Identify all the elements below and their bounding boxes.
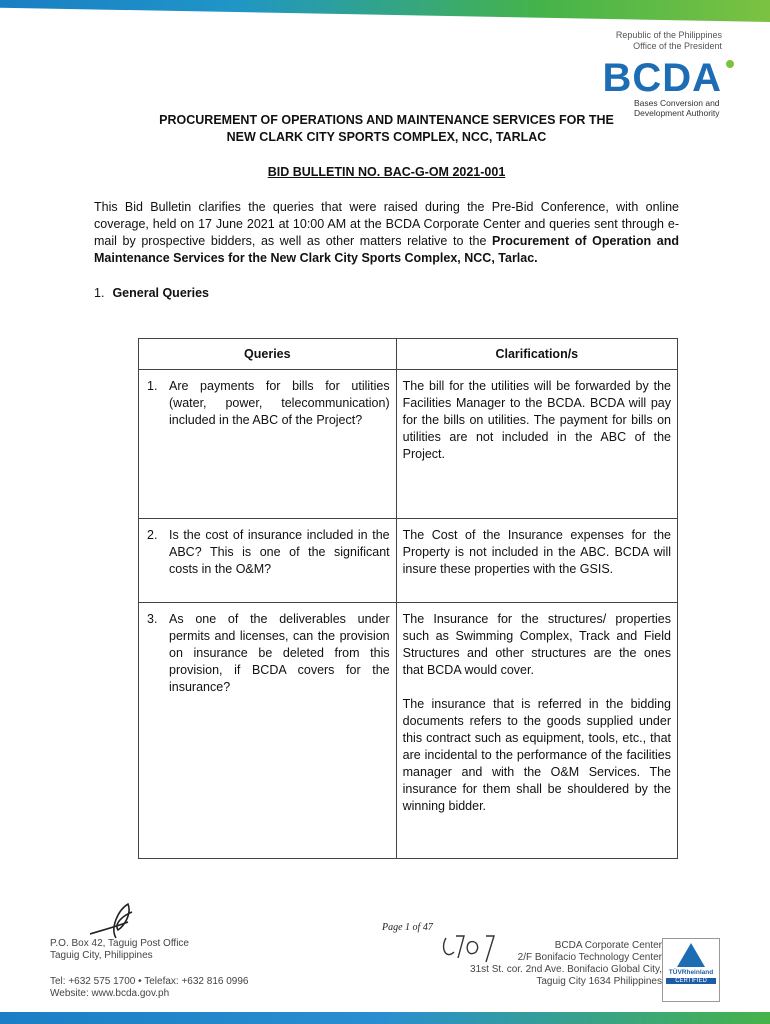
bcda-logo [602, 58, 722, 98]
bcda-logo-block [592, 30, 722, 118]
bulletin-number: BID BULLETIN NO. BAC-G-OM 2021-001 [267, 165, 506, 179]
header-queries: Queries [139, 339, 397, 370]
query-text: Is the cost of insurance included in the ABC? This is one of the significant costs in the O&M? [169, 528, 390, 576]
clarification-cell [396, 603, 677, 859]
signature-icon [88, 900, 148, 940]
footer-left-line-3: Tel: +632 575 1700 • Telefax: +632 816 0996 [50, 976, 249, 987]
clarification-text: The Cost of the Insurance expenses for the Property is not included in the ABC. BCDA will insure these properties with the GSIS. [402, 528, 671, 576]
title-line-1: PROCUREMENT OF OPERATIONS AND MAINTENANCE SERVICES FOR THE [159, 113, 614, 127]
table-row [139, 603, 678, 859]
queries-table [138, 338, 678, 859]
republic-line-2: Office of the President [633, 41, 722, 51]
table-header-row [139, 339, 678, 370]
page-number: Page 1 of 47 [382, 922, 433, 933]
footer-address-left [50, 938, 248, 1000]
footer-left-line-1: P.O. Box 42, Taguig Post Office [50, 938, 189, 949]
intro-bold-text: Procurement of Operation and Maintenance Services for the New Clark City Sports Complex, NCC, Tarlac. [94, 234, 679, 265]
cert-brand: TÜVRheinland [668, 969, 714, 976]
query-text: Are payments for bills for utilities (water, power, telecommunication) included in the ABC of the Project? [169, 379, 390, 427]
query-cell [139, 519, 397, 603]
footer-right-line-4: Taguig City 1634 Philippines [536, 976, 662, 987]
republic-line-1: Republic of the Philippines [615, 30, 722, 40]
section-title: General Queries [112, 286, 210, 300]
logo-dot-icon [726, 60, 734, 68]
table-row [139, 519, 678, 603]
intro-paragraph [94, 199, 679, 267]
query-text: As one of the deliverables under permits and licenses, can the provision on insurance be deleted from this provision, if BCDA covers for the insurance? [169, 612, 390, 694]
tagline-line-1: Bases Conversion and [634, 98, 720, 108]
bottom-color-band [0, 1012, 770, 1024]
title-line-2: NEW CLARK CITY SPORTS COMPLEX, NCC, TARLAC [226, 130, 547, 144]
footer-left-line-4: Website: www.bcda.gov.ph [50, 988, 170, 999]
query-cell [139, 370, 397, 519]
document-title [94, 112, 679, 146]
section-heading [94, 285, 679, 302]
footer-left-line-2: Taguig City, Philippines [50, 950, 153, 961]
cert-label: CERTIFIED [666, 978, 716, 984]
clarification-cell [396, 370, 677, 519]
footer-right-line-1: BCDA Corporate Center [554, 940, 662, 951]
query-number: 1. [147, 379, 158, 393]
query-cell [139, 603, 397, 859]
footer-right-line-2: 2/F Bonifacio Technology Center [517, 952, 662, 963]
query-number: 3. [147, 612, 158, 626]
tuv-certified-badge [662, 938, 720, 1002]
footer-right-line-3: 31st St. cor. 2nd Ave. Bonifacio Global City, [470, 964, 662, 975]
intro-text: This Bid Bulletin clarifies the queries that were raised during the Pre-Bid Conference, with online coverage, held on 17 June 2021 at 10:00 AM at the BCDA Corporate Center and queries sent through e-mail by prospective bidders, as well as other matters relative to the [94, 200, 679, 248]
clarification-text: The bill for the utilities will be forwarded by the Facilities Manager to the BCDA. BCDA will pay for the bills on utilities. The payment for bills on utilities are not included in the ABC of the Project. [402, 379, 671, 461]
top-color-band [0, 0, 770, 22]
section-number: 1. [94, 286, 105, 300]
tuv-triangle-icon [677, 943, 705, 967]
header-clarifications: Clarification/s [396, 339, 677, 370]
bcda-logo-text: BCDA [602, 56, 722, 100]
clarification-text: The insurance that is referred in the bidding documents refers to the goods supplied under this contract such as equipment, tools, etc., that are incidental to the performance of the facilities manager and with the O&M Services. The insurance for them shall be shouldered by the winning bidder. [402, 697, 671, 813]
footer-address-right [470, 940, 662, 988]
clarification-cell [396, 519, 677, 603]
clarification-text: The Insurance for the structures/ properties such as Swimming Complex, Track and Field Structures and other structures are the ones that BCDA would cover. [402, 612, 671, 677]
document-body [94, 112, 679, 813]
query-number: 2. [147, 528, 158, 542]
tagline-line-2: Development Authority [634, 108, 720, 118]
table-row [139, 370, 678, 519]
